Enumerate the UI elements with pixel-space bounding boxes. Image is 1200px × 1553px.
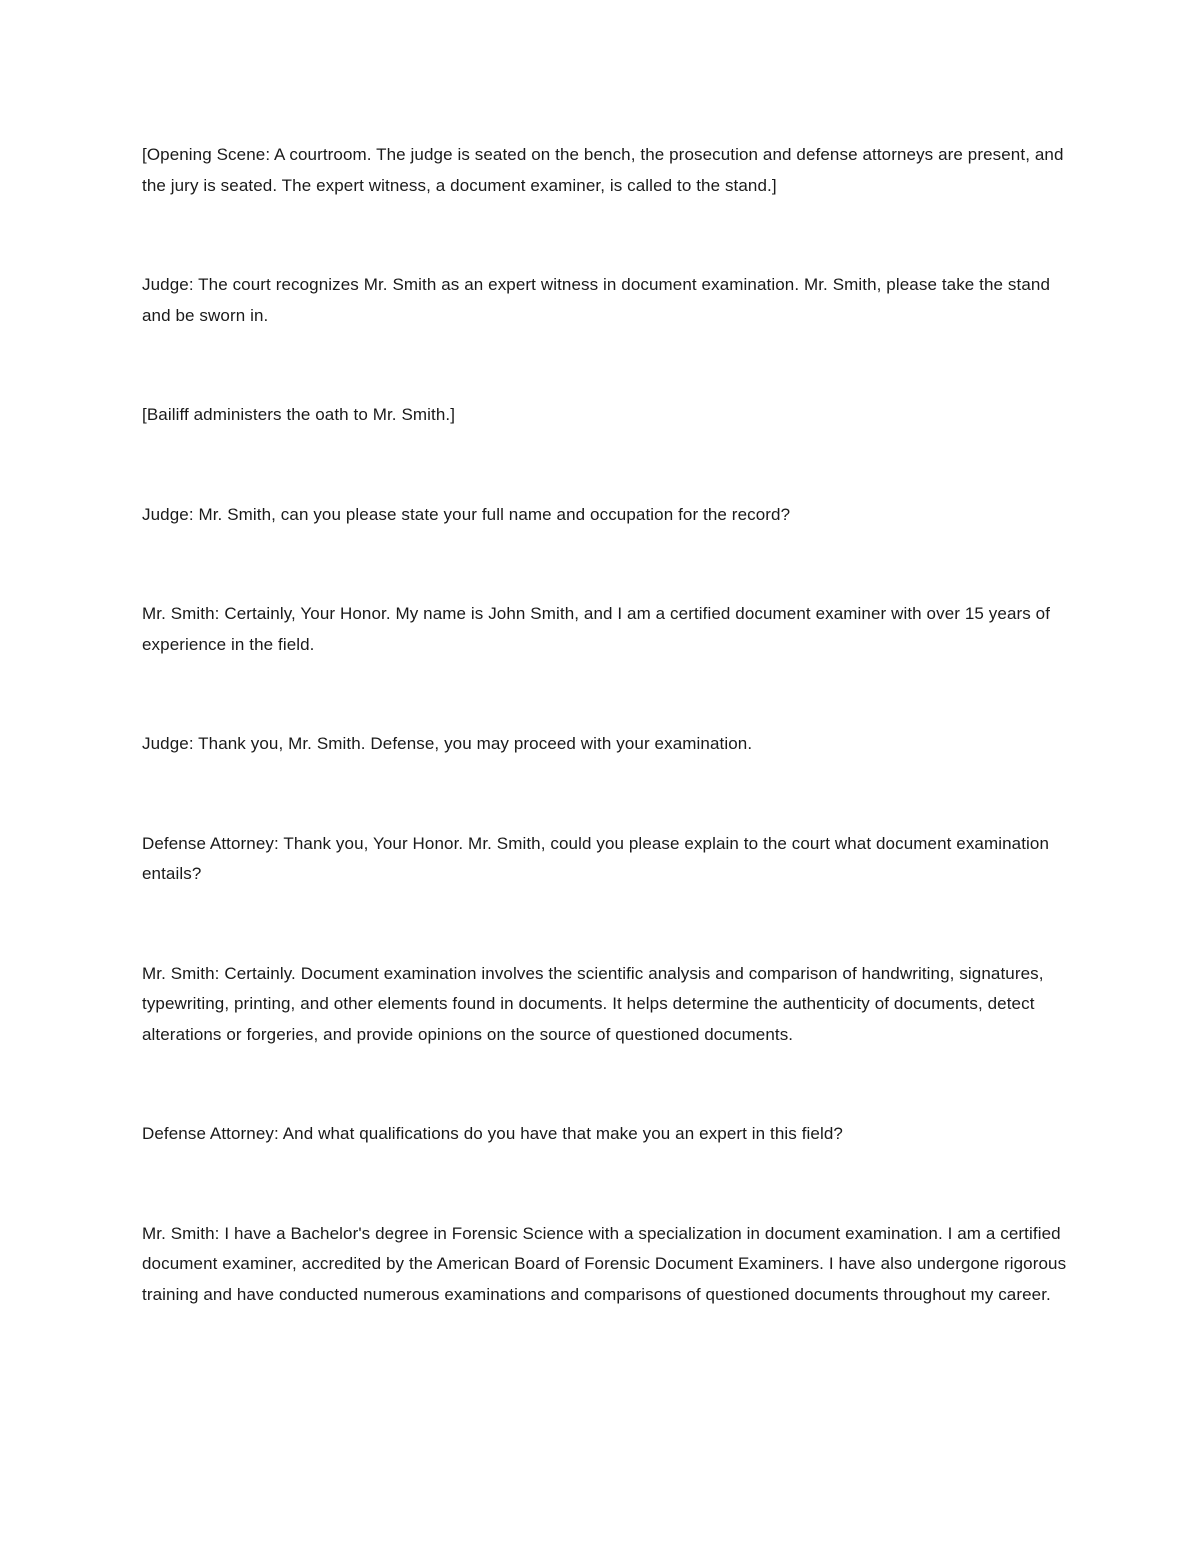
document-body (142, 140, 1067, 1379)
stage-direction-oath: [Bailiff administers the oath to Mr. Smith.] (142, 405, 456, 424)
stage-direction-opening: [Opening Scene: A courtroom. The judge is seated on the bench, the prosecution and defense attorneys are present, and the jury is seated. The expert witness, a document examiner, is called to the stand.] (142, 145, 1064, 195)
dialogue-defense-question-1: Defense Attorney: Thank you, Your Honor. Mr. Smith, could you please explain to the court what document examination entails? (142, 833, 1050, 883)
dialogue-judge-question: Judge: Mr. Smith, can you please state your full name and occupation for the record? (142, 504, 791, 524)
dialogue-smith-explanation: Mr. Smith: Certainly. Document examination involves the scientific analysis and comparison of handwriting, signatures, typewriting, printing, and other elements found in documents. It helps determine the authenticity of documents, detect alterations or forgeries, and provide opinions on the source of questioned documents. (142, 963, 1044, 1044)
dialogue-smith-introduction: Mr. Smith: Certainly, Your Honor. My name is John Smith, and I am a certified document examiner with over 15 years of experience in the field. (142, 604, 1051, 654)
dialogue-defense-question-2: Defense Attorney: And what qualifications do you have that make you an expert in this field? (142, 1124, 843, 1143)
dialogue-judge-recognition: Judge: The court recognizes Mr. Smith as an expert witness in document examination. Mr. Smith, please take the stand and be sworn in. (142, 275, 1051, 325)
dialogue-judge-proceed: Judge: Thank you, Mr. Smith. Defense, you may proceed with your examination. (142, 734, 753, 753)
dialogue-smith-qualifications: Mr. Smith: I have a Bachelor's degree in Forensic Science with a specialization in document examination. I am a certified document examiner, accredited by the American Board of Forensic Document Examiners. I have also undergone rigorous training and have conducted numerous examinations and comparisons of questioned documents throughout my career. (142, 1223, 1067, 1304)
